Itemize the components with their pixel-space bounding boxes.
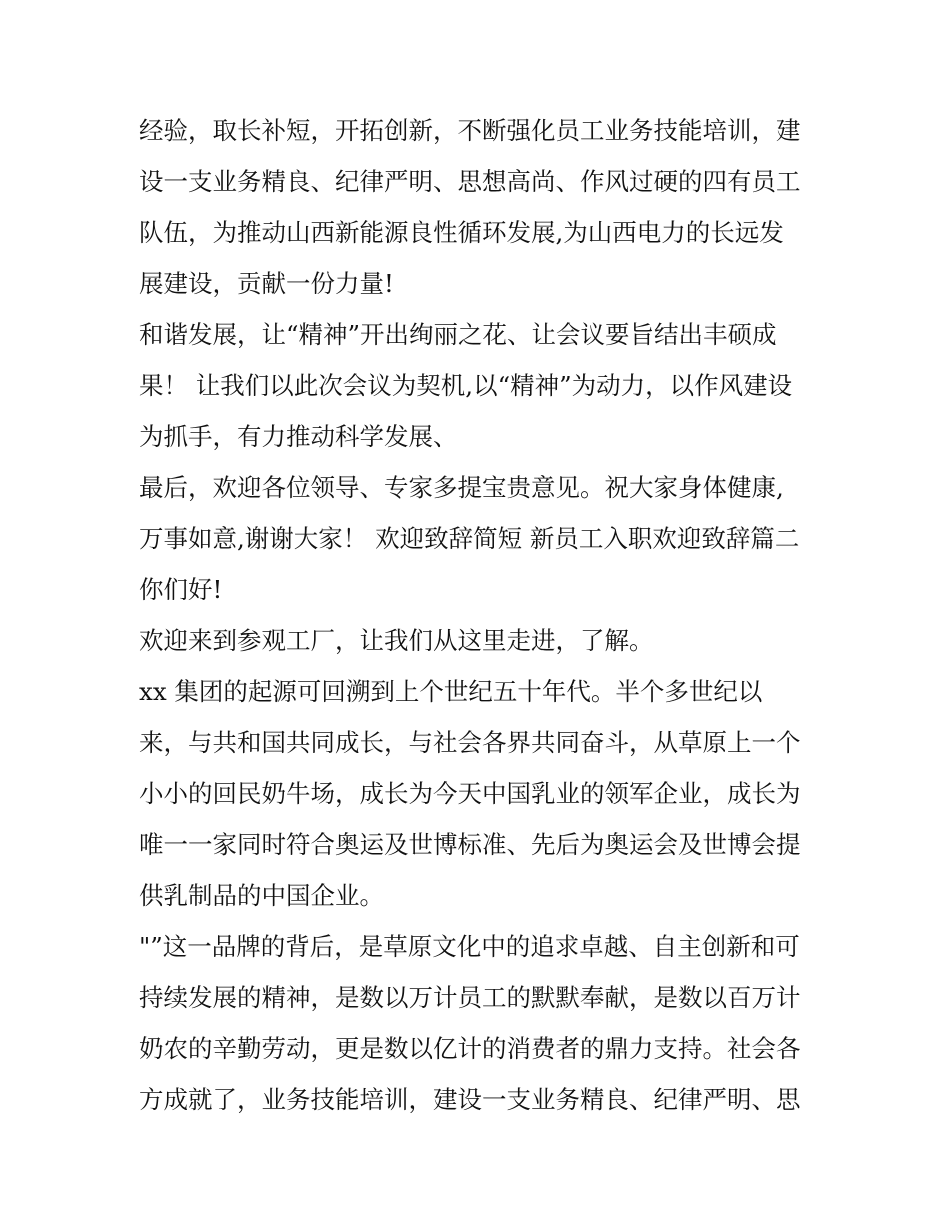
text-line: 方成就了，业务技能培训，建设一支业务精良、纪律严明、思 [139, 1085, 801, 1114]
text-line: 展建设，贡献一份力量! [139, 269, 394, 298]
text-line: 欢迎来到参观工厂，让我们从这里走进，了解。 [139, 626, 654, 655]
text-line: 奶农的辛勤劳动，更是数以亿计的消费者的鼎力支持。社会各 [139, 1034, 801, 1063]
text-line: 设一支业务精良、纪律严明、思想高尚、作风过硬的四有员工 [139, 167, 801, 196]
text-line: 队伍，为推动山西新能源良性循环发展,为山西电力的长远发 [139, 218, 784, 247]
text-line: 来，与共和国共同成长，与社会各界共同奋斗，从草原上一个 [139, 728, 801, 757]
text-line: 果！ 让我们以此次会议为契机,以“精神”为动力，以作风建设 [139, 371, 793, 400]
text-line: "”这一品牌的背后，是草原文化中的追求卓越、自主创新和可 [139, 932, 800, 961]
text-line: xx 集团的起源可回溯到上个世纪五十年代。半个多世纪以 [139, 677, 763, 706]
text-line: 经验，取长补短，开拓创新，不断强化员工业务技能培训，建 [139, 116, 801, 145]
text-line: 和谐发展，让“精神”开出绚丽之花、让会议要旨结出丰硕成 [139, 320, 777, 349]
text-line: 你们好! [139, 575, 223, 604]
text-line: 为抓手，有力推动科学发展、 [139, 422, 458, 451]
text-line: 供乳制品的中国企业。 [139, 881, 384, 910]
text-line: 持续发展的精神，是数以万计员工的默默奉献，是数以百万计 [139, 983, 801, 1012]
text-line: 唯一一家同时符合奥运及世博标准、先后为奥运会及世博会提 [139, 830, 801, 859]
text-line: 小小的回民奶牛场，成长为今天中国乳业的领军企业，成长为 [139, 779, 801, 808]
text-line: 最后，欢迎各位领导、专家多提宝贵意见。祝大家身体健康, [139, 473, 784, 502]
body-text [139, 105, 819, 1125]
text-line: 万事如意,谢谢大家！ 欢迎致辞简短 新员工入职欢迎致辞篇二 [139, 524, 800, 553]
